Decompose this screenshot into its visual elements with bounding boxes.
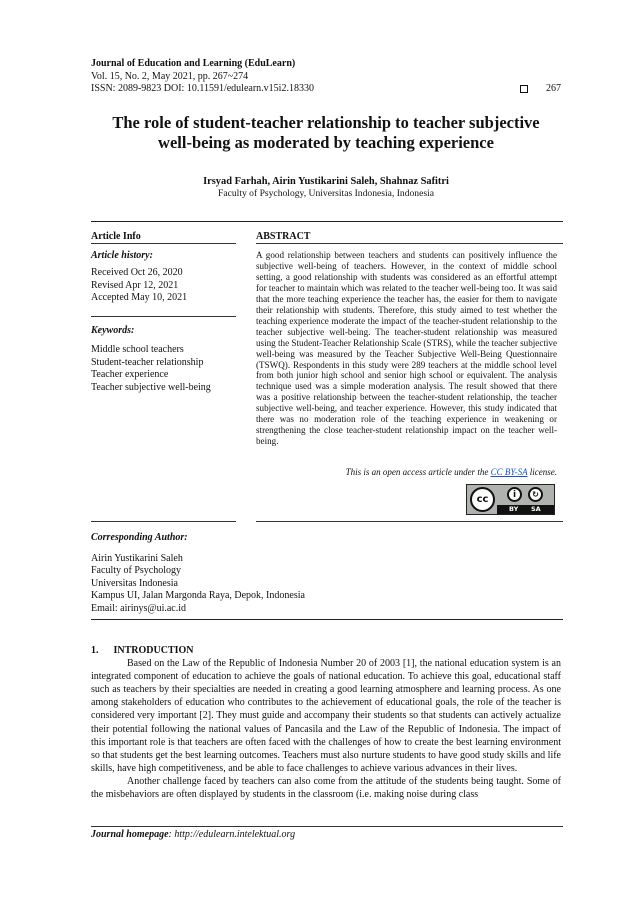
section-heading: 1. INTRODUCTION — [91, 645, 194, 656]
article-info-title: Article Info — [91, 231, 141, 242]
journal-homepage — [91, 829, 295, 840]
history-accepted: Accepted May 10, 2021 — [91, 292, 188, 304]
footer-rule — [91, 826, 563, 827]
article-history — [91, 250, 237, 305]
paper-title-line-1: The role of student-teacher relationship to teacher subjective — [112, 113, 540, 132]
section-divider — [91, 619, 563, 620]
attribution-icon: i — [507, 487, 522, 502]
badge-band — [497, 505, 554, 514]
keyword-item: Teacher subjective well-being — [91, 382, 211, 394]
abstract-heading: ABSTRACT — [256, 231, 311, 242]
intro-paragraph-2: Another challenge faced by teachers can also come from the attitude of the students being taught. Some of the misbehaviors are often displayed by students in the classroom (i.e. making noise during class — [91, 775, 561, 801]
paper-title — [91, 113, 561, 153]
corr-address: Kampus UI, Jalan Margonda Raya, Depok, Indonesia — [91, 590, 305, 602]
history-received: Received Oct 26, 2020 — [91, 266, 183, 278]
history-heading: Article history: — [91, 250, 153, 261]
homepage-url[interactable]: : http://edulearn.intelektual.org — [168, 829, 296, 840]
authors: Irsyad Farhah, Airin Yustikarini Saleh, Shahnaz Safitri — [203, 176, 449, 187]
badge-sa-label: SA — [531, 505, 541, 513]
abstract-rule — [256, 243, 563, 244]
open-access-note — [256, 467, 557, 477]
square-icon — [520, 85, 528, 93]
corr-faculty: Faculty of Psychology — [91, 565, 181, 577]
corr-email: Email: airinys@ui.ac.id — [91, 602, 187, 614]
oa-suffix: license. — [527, 467, 557, 477]
issn-doi: ISSN: 2089-9823 DOI: 10.11591/edulearn.v15i2.18330 — [91, 83, 314, 95]
keywords-rule — [91, 521, 236, 522]
affiliation: Faculty of Psychology, Universitas Indonesia, Indonesia — [218, 188, 434, 199]
keywords-heading: Keywords: — [91, 325, 135, 336]
cc-by-sa-badge-icon[interactable] — [466, 484, 555, 515]
keyword-item: Student-teacher relationship — [91, 356, 204, 368]
keyword-item: Middle school teachers — [91, 343, 184, 355]
cc-by-sa-link[interactable]: CC BY-SA — [490, 467, 528, 477]
journal-volume: Vol. 15, No. 2, May 2021, pp. 267~274 — [91, 70, 249, 82]
journal-header — [91, 58, 561, 96]
badge-by-label: BY — [509, 505, 519, 513]
abstract-text: A good relationship between teachers and students can positively influence the subjective well-being of teachers. However, in the context of middle school setting, a good relationship with students was considered as an effortful attempt for teacher to maintain which was related to the teacher well-being too. It was said that the more teaching experience the teacher has, the easier for them to navigate their relationship with students. Therefore, this study aimed to test whether the teaching experience moderate the impact of the teacher-student relationship to the teacher subjective well-being. The teacher-student relationship was measured using the Student-Teacher Relationship Scale (STRS), while the teacher subjective well-being was measured by the Teacher Subjective Well-Being Questionnaire (TSWQ). Respondents in this study were 289 teachers at the middle school level from both junior high school and senior high school or equivalent. The analysis technique used was a simple moderation analysis. The result showed that there was a positive relationship between the teacher-student relationship, the teacher subjective well-being, and teacher experience. However, this study indicated that there was no moderation role of the teaching experience in weakening or strengthening the close teacher-student relationship impact on the teacher well-being. — [256, 250, 557, 447]
history-revised: Revised Apr 12, 2021 — [91, 279, 179, 291]
corr-name: Airin Yustikarini Saleh — [91, 552, 183, 564]
journal-title: Journal of Education and Learning (EduLearn) — [91, 58, 296, 69]
page-number: 267 — [546, 83, 561, 95]
keywords-block — [91, 325, 237, 395]
top-divider — [91, 221, 563, 222]
paper-title-line-2: well-being as moderated by teaching experience — [158, 133, 494, 152]
cc-logo-icon: cc — [470, 487, 495, 512]
article-info-heading — [91, 231, 237, 244]
intro-paragraph-1: Based on the Law of the Republic of Indonesia Number 20 of 2003 [1], the national education system is an integrated component of education to achieve the goals of national education. To achieve this goal, educational staff such as teachers by their specialties are needed in creating a good learning atmosphere and learning process. As one among stakeholders of education who contributes to the achievement of educational goals, the role of the teacher is considered very important [2]. They must guide and accompany their students so that students can actively actualize their potential following the national values of Pancasila and the Law of the Republic of Indonesia. The impact of this important role is that teachers are often faced with the challenges of how to create the best learning environment so that students get the best learning outcomes. Teachers must also nurture students to have good study skills and life skills, have high competitiveness, and be able to face challenges to achieve various advances in their lives. — [91, 658, 561, 774]
share-alike-icon: ↻ — [528, 487, 543, 502]
page-number-group — [520, 83, 561, 96]
keyword-item: Teacher experience — [91, 369, 169, 381]
history-rule — [91, 316, 236, 317]
article-info-rule — [91, 243, 236, 244]
corresponding-author — [91, 532, 561, 616]
oa-prefix: This is an open access article under the — [345, 467, 491, 477]
homepage-label: Journal homepage — [91, 829, 169, 840]
issn-line — [91, 83, 561, 96]
introduction-section — [91, 644, 561, 801]
corr-university: Universitas Indonesia — [91, 577, 178, 589]
corresponding-heading: Corresponding Author: — [91, 532, 188, 543]
abstract-bottom-rule — [256, 521, 563, 522]
